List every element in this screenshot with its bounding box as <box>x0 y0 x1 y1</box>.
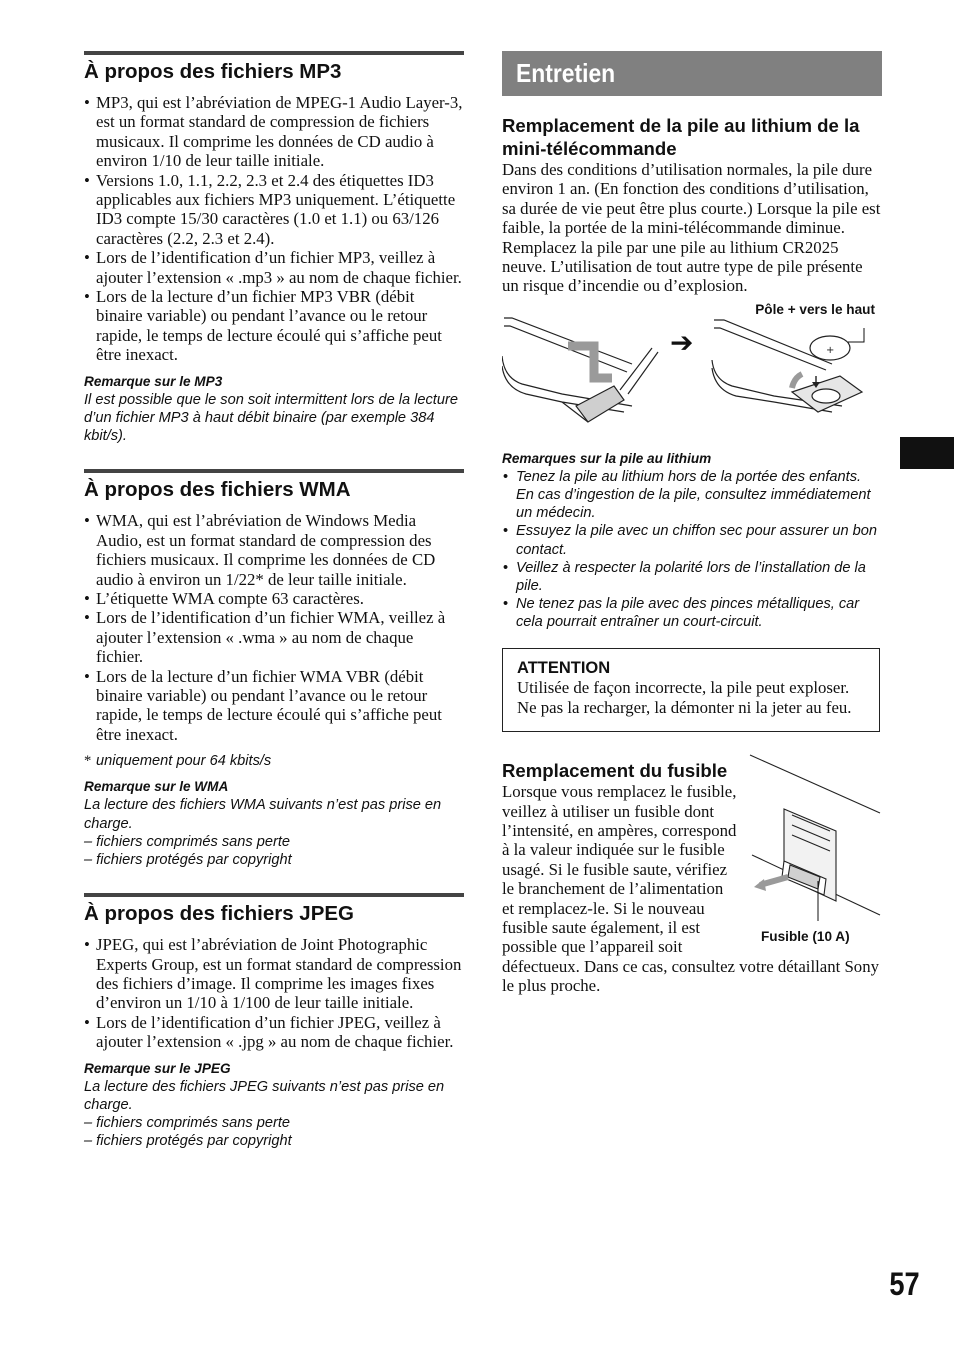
section-rule <box>84 893 464 897</box>
banner-title: Entretien <box>516 58 616 88</box>
list-item: • Veillez à respecter la polarité lors de l’installation de la pile. <box>502 559 882 595</box>
jpeg-note-title: Remarque sur le JPEG <box>84 1060 231 1076</box>
mp3-bullet-list <box>84 93 464 365</box>
section-rule <box>84 51 464 55</box>
footnote-text: uniquement pour 64 kbits/s <box>96 753 272 770</box>
battery-replacement-illustration <box>502 301 882 440</box>
jpeg-heading: À propos des fichiers JPEG <box>84 902 354 926</box>
jpeg-note-item: – fichiers comprimés sans perte <box>84 1115 291 1132</box>
battery-heading: Remplacement de la pile au lithium de la mini-télécommande <box>502 115 860 159</box>
fuse-figure <box>748 753 882 955</box>
battery-figure-label: Pôle + vers le haut <box>755 301 875 317</box>
wma-note-text: La lecture des fichiers WMA suivants n’est pas prise en charge. <box>84 797 442 832</box>
jpeg-bullet-list <box>84 935 464 1051</box>
battery-notes-title: Remarques sur la pile au lithium <box>502 450 712 466</box>
mp3-note-title: Remarque sur le MP3 <box>84 373 223 389</box>
list-item: • Ne tenez pas la pile avec des pinces métalliques, car cela pourrait entraîner un court-circuit. <box>502 595 882 631</box>
wma-footnote <box>84 752 464 770</box>
list-item: • Lors de la lecture d’un fichier MP3 VBR (débit binaire variable) ou pendant l’avance ou le retour rapide, le temps de lecture écoulé qui s’affiche peut être inexact. <box>84 287 464 365</box>
battery-notes-list <box>502 468 882 632</box>
list-item: • Lors de l’identification d’un fichier MP3, veillez à ajouter l’extension « .mp3 » au nom de chaque fichier. <box>84 248 464 287</box>
arrow-right-icon: ➔ <box>670 325 694 359</box>
wma-note-item: – fichiers comprimés sans perte <box>84 833 291 850</box>
wma-note-title: Remarque sur le WMA <box>84 779 229 795</box>
list-item: • Lors de l’identification d’un fichier JPEG, veillez à ajouter l’extension « .jpg » au nom de chaque fichier. <box>84 1013 464 1052</box>
jpeg-note-text: La lecture des fichiers JPEG suivants n’est pas prise en charge. <box>84 1078 445 1113</box>
attention-title: ATTENTION <box>517 658 611 677</box>
battery-text: Dans des conditions d’utilisation normales, la pile dure environ 1 an. (En fonction des conditions d’utilisation, sa durée de vie peut être plus courte.) Lorsque la pile est faible, la portée de la mini-télécommande diminue. Remplacez la pile par une pile au lithium CR2025 neuve. L’utilisation de tout autre type de pile présente un risque d’incendie ou d’explosion. <box>502 160 881 296</box>
fuse-text-narrow: Lorsque vous remplacez le fusible, veillez à utiliser un fusible dont l’intensité, en ampères, correspond à la valeur indiquée sur le fusible usagé. Si le fusible saute, vérifiez le branchement de l’alimentation et remplacez-le. Si le nouveau fusible saute également, il est possible que l’appareil soit <box>502 782 737 957</box>
mp3-note-text: Il est possible que le son soit intermittent lors de la lecture d’un fichier MP3 à haut débit binaire (par exemple 384 kbit/s). <box>84 391 458 445</box>
fuse-text-wide: défectueux. Dans ce cas, consultez votre détaillant Sony le plus proche. <box>502 956 879 996</box>
list-item: • Lors de la lecture d’un fichier WMA VBR (débit binaire variable) ou pendant l’avance ou le retour rapide, le temps de lecture écoulé qui s’affiche peut être inexact. <box>84 667 464 745</box>
list-item: • WMA, qui est l’abréviation de Windows Media Audio, est un format standard de compression des fichiers musicaux. Il comprime les données de CD audio à environ un 1/22* de leur taille initiale. <box>84 511 464 589</box>
section-rule <box>84 469 464 473</box>
attention-text: Utilisée de façon incorrecte, la pile peut exploser. Ne pas la recharger, la démonter ni la jeter au feu. <box>517 677 852 718</box>
list-item: • Lors de l’identification d’un fichier WMA, veillez à ajouter l’extension « .wma » au nom de chaque fichier. <box>84 608 464 666</box>
jpeg-note-item: – fichiers protégés par copyright <box>84 1133 292 1150</box>
list-item: • Essuyez la pile avec un chiffon sec pour assurer un bon contact. <box>502 522 882 558</box>
fuse-figure-label: Fusible (10 A) <box>761 928 850 944</box>
wma-note-item: – fichiers protégés par copyright <box>84 851 292 868</box>
battery-figure <box>502 301 882 440</box>
page-number: 57 <box>889 1266 920 1302</box>
list-item: • Tenez la pile au lithium hors de la portée des enfants. En cas d’ingestion de la pile, consultez immédiatement un médecin. <box>502 468 882 523</box>
list-item: • JPEG, qui est l’abréviation de Joint Photographic Experts Group, est un format standard de compression des fichiers d’image. Il comprime les images fixes d’environ un 1/10 à 1/100 de leur taille initiale. <box>84 935 464 1013</box>
fuse-box-illustration <box>748 753 882 955</box>
wma-heading: À propos des fichiers WMA <box>84 478 351 502</box>
section-thumb-tab <box>900 437 954 469</box>
fuse-heading: Remplacement du fusible <box>502 759 728 781</box>
mp3-heading: À propos des fichiers MP3 <box>84 60 342 83</box>
list-item: • L’étiquette WMA compte 63 caractères. <box>84 589 464 608</box>
right-column <box>502 51 882 996</box>
list-item: • Versions 1.0, 1.1, 2.2, 2.3 et 2.4 des étiquettes ID3 applicables aux fichiers MP3 uniquement. L’étiquette ID3 compte 15/30 caractères (1.0 et 1.1) ou 63/126 caractères (2.2, 2.3 et 2.4). <box>84 171 464 249</box>
fuse-section <box>502 760 882 996</box>
entretien-banner <box>502 51 882 96</box>
wma-bullet-list <box>84 511 464 744</box>
footnote-mark: * <box>84 753 92 770</box>
left-column <box>84 51 464 1150</box>
list-item: • MP3, qui est l’abréviation de MPEG-1 Audio Layer-3, est un format standard de compression de fichiers musicaux. Il comprime les données de CD audio à environ 1/10 de leur taille initiale. <box>84 93 464 171</box>
svg-text:+: + <box>826 344 835 356</box>
attention-box <box>502 648 880 732</box>
